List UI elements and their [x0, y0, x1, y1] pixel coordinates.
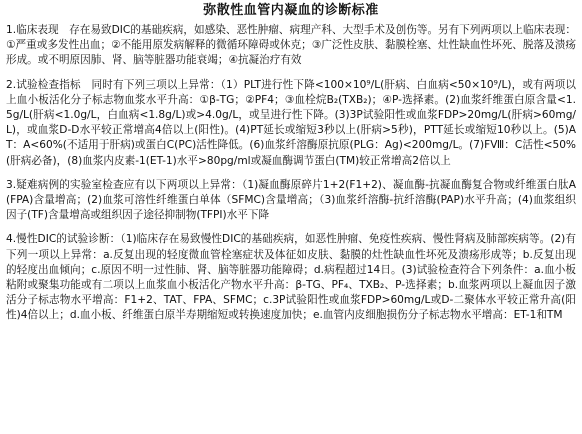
section-laboratory-criteria: 2.试验检查指标 同时有下列三项以上异常：（1）PLT进行性下降<100×10⁹/L(肝病、白血病<50×10⁹/L)，或有两项以上血小板活化分子标志物血浆水平升高：①β-TG；②PF4；③血栓烷B₂(TXB₂)；④P-选择素。(2)血浆纤维蛋白原含量<1.5g/L(肝病<1.0g/L，白血病<1.8g/L)或>4.0g/L，或呈进行性下降。(3)3P试验阳性或血浆FDP>20mg/L(肝病>60mg/L)，或血浆D-D水平较正常增高4倍以上(阳性)。(4)PT延长或缩短3秒以上(肝病>5秒)，PTT延长或缩短10秒以上。(5)AT：A<60%(不适用于肝病)或蛋白C(PC)活性降低。(6)血浆纤溶酶原抗原(PLG：Ag)<200mg/L。(7)FⅧ：C活性<50%(肝病必备)，(8)血浆内皮素-1(ET-1)水平>80pg/ml或凝血酶调节蛋白(TM)较正常增高2倍以上 — [6, 78, 576, 167]
section-chronic-dic: 4.慢性DIC的试验诊断：（1)临床存在易致慢性DIC的基础疾病，如恶性肿瘤、免疫性疾病、慢性肾病及肺部疾病等。(2)有下列一项以上异常：a.反复出现的轻度微血管栓塞症状及体征如皮肤、黏膜的灶性缺血性坏死及溃疡形成等；b.反复出现的轻度出血倾向；c.原因不明一过性肺、肾、脑等脏器功能障碍；d.病程超过14日。(3)试验检查符合下列条件：a.血小板粘附或聚集功能或有二项以上血浆血小板活化产物水平升高：β-TG、PF₄、TXB₂、P-选择素；b.血浆两项以上凝血因子激活分子标志物水平增高：F1+2、TAT、FPA、SFMC；c.3P试验阳性或血浆FDP>60mg/L或D-二聚体水平较正常升高(阳性)4倍以上；d.血小板、纤维蛋白原半寿期缩短或转换速度加快；e.血管内皮细胞损伤分子标志物水平增高：ET-1和TM — [6, 233, 577, 322]
document-title: 弥散性血管内凝血的诊断标准 — [203, 3, 379, 18]
section-clinical-manifestations: 1.临床表现 存在易致DIC的基础疾病，如感染、恶性肿瘤、病理产科、大型手术及创伤等。另有下列两项以上临床表现：①严重或多发性出血；②不能用原发病解释的微循环障碍或休克；③广泛性皮肤、黏膜栓塞、灶性缺血性坏死、脱落及溃疡形成。或不明原因肺、肾、脑等脏器功能衰竭；④抗凝治疗有效 — [6, 24, 576, 67]
section-difficult-cases: 3.疑难病例的实验室检查应有以下两项以上异常：（1)凝血酶原碎片1+2(F1+2)、凝血酶-抗凝血酶复合物或纤维蛋白肽A(FPA)含量增高；(2)血浆可溶性纤维蛋白单体（SFMC)含量增高；（3)血浆纤溶酶-抗纤溶酶(PAP)水平升高；(4)血浆组织因子(TF)含量增高或组织因子途径抑制物(TFPI)水平下降 — [6, 178, 576, 222]
